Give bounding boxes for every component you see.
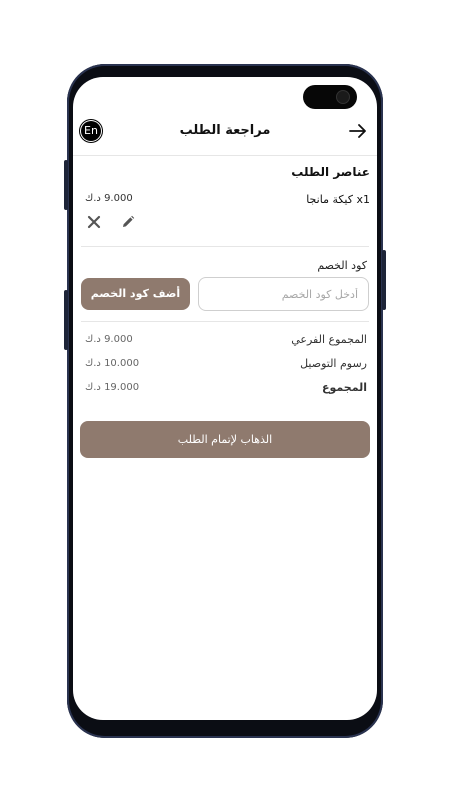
close-icon[interactable] <box>87 214 101 228</box>
phone-side-button <box>382 250 386 310</box>
app-screen <box>73 77 377 720</box>
coupon-label: كود الخصم <box>317 259 367 272</box>
total-value: 19.000 د.ك <box>85 382 140 393</box>
camera-lens <box>337 91 349 103</box>
page-title: مراجعة الطلب <box>179 123 271 138</box>
order-items-title: عناصر الطلب <box>291 165 370 179</box>
app-header <box>73 115 377 149</box>
arrow-right-icon[interactable] <box>349 123 367 139</box>
total-label: المجموع <box>322 381 367 394</box>
coupon-divider <box>81 321 369 322</box>
subtotal-label: المجموع الفرعي <box>291 333 367 346</box>
delivery-fee-value: 10.000 د.ك <box>85 358 140 369</box>
header-divider <box>73 155 377 156</box>
phone-side-button <box>64 290 68 350</box>
language-toggle-button[interactable]: En <box>81 121 101 141</box>
order-item-price: 9.000 د.ك <box>85 193 133 204</box>
order-item-name: x1 كيكة مانجا <box>306 193 370 206</box>
pencil-icon[interactable] <box>121 214 135 228</box>
subtotal-value: 9.000 د.ك <box>85 334 133 345</box>
add-coupon-button[interactable]: أضف كود الخصم <box>81 278 190 310</box>
phone-side-button <box>64 160 68 210</box>
camera-notch <box>303 85 357 109</box>
items-divider <box>81 246 369 247</box>
delivery-fee-label: رسوم التوصيل <box>300 357 367 370</box>
coupon-code-input[interactable] <box>198 277 369 311</box>
checkout-button[interactable]: الذهاب لإتمام الطلب <box>80 421 370 458</box>
